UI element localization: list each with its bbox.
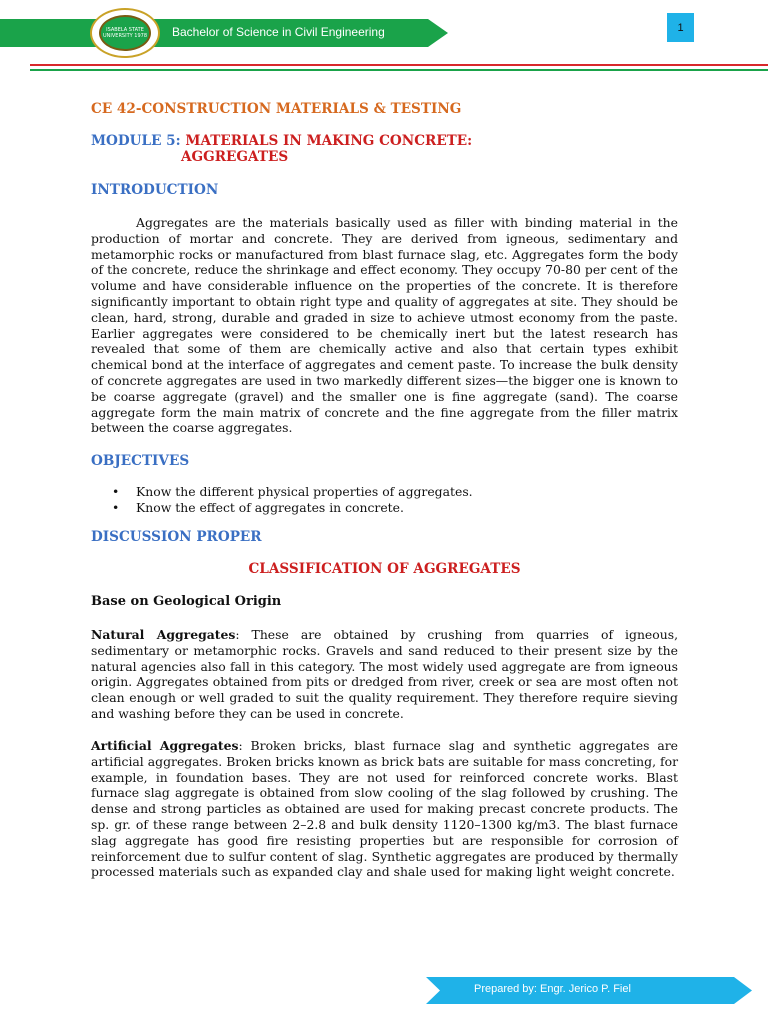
university-seal-logo (90, 8, 160, 58)
objective-item: • Know the effect of aggregates in concrete. (112, 500, 672, 516)
classification-heading: CLASSIFICATION OF AGGREGATES (248, 561, 521, 577)
header-rule-green (30, 69, 768, 71)
course-title: CE 42-CONSTRUCTION MATERIALS & TESTING (91, 101, 462, 117)
program-title: Bachelor of Science in Civil Engineering (172, 25, 385, 39)
module-colon: : (175, 133, 186, 149)
natural-aggregates-paragraph (91, 627, 678, 722)
natural-aggregates-term: Natural Aggregates (91, 627, 236, 642)
introduction-heading: INTRODUCTION (91, 182, 219, 198)
discussion-heading: DISCUSSION PROPER (91, 529, 262, 545)
geological-origin-heading: Base on Geological Origin (91, 594, 282, 609)
module-title-line2: AGGREGATES (181, 149, 289, 165)
module-title-line1: MATERIALS IN MAKING CONCRETE: (185, 133, 473, 149)
natural-aggregates-body: : These are obtained by crushing from quarries of igneous, sedimentary or metamorphic rocks. Gravels and sand reduced to their present size by the natural agencies also fall in this category. The most widely used aggregate are from igneous origin. Aggregates obtained from pits or dredged from river, creek or sea are most often not clean enough or well graded to suit the quality requirement. They therefore require sieving and washing before they can be used in concrete. (91, 627, 679, 721)
artificial-aggregates-term: Artificial Aggregates (91, 738, 239, 753)
page-number: 1 (667, 13, 694, 42)
artificial-aggregates-body: : Broken bricks, blast furnace slag and synthetic aggregates are artificial aggregates. Broken bricks known as brick bats are suitable for mass concreting, for example, in foundation bases. They are not used for reinforced concrete works. Blast furnace slag aggregate is obtained from slow cooling of the slag followed by crushing. The dense and strong particles as obtained are used for making precast concrete products. The sp. gr. of these range between 2–2.8 and bulk density 1120–1300 kg/m3. The blast furnace slag aggregate has good fire resisting properties but are responsible for corrosion of reinforcement due to sulfur content of slag. Synthetic aggregates are produced by thermally processed materials such as expanded clay and shale used for making light weight concrete. (91, 738, 678, 880)
seal-text: ISABELA STATE UNIVERSITY 1978 (99, 15, 151, 51)
objectives-heading: OBJECTIVES (91, 453, 190, 469)
objectives-list (112, 484, 672, 515)
objective-item: • Know the different physical properties of aggregates. (112, 484, 672, 500)
module-label: MODULE 5 (91, 133, 176, 149)
header-rule-red (30, 64, 768, 66)
introduction-paragraph: Aggregates are the materials basically used as filler with binding material in the production of mortar and concrete. They are derived from igneous, sedimentary and metamorphic rocks or manufactured from blast furnace slag, etc. Aggregates form the body of the concrete, reduce the shrinkage and effect economy. They occupy 70-80 per cent of the volume and have considerable influence on the properties of the concrete. It is therefore significantly important to obtain right type and quality of aggregates at site. They should be clean, hard, strong, durable and graded in size to achieve utmost economy from the paste. Earlier aggregates were considered to be chemically inert but the latest research has revealed that some of them are chemically active and also that certain types exhibit chemical bond at the interface of aggregates and cement paste. To increase the bulk density of concrete aggregates are used in two markedly different sizes—the bigger one is known to be coarse aggregate (gravel) and the smaller one is fine aggregate (sand). The coarse aggregate form the main matrix of concrete and the fine aggregate from the filler matrix between the coarse aggregates. (91, 215, 678, 436)
artificial-aggregates-paragraph (91, 738, 678, 880)
prepared-by: Prepared by: Engr. Jerico P. Fiel (474, 983, 631, 995)
module-heading (91, 133, 472, 149)
